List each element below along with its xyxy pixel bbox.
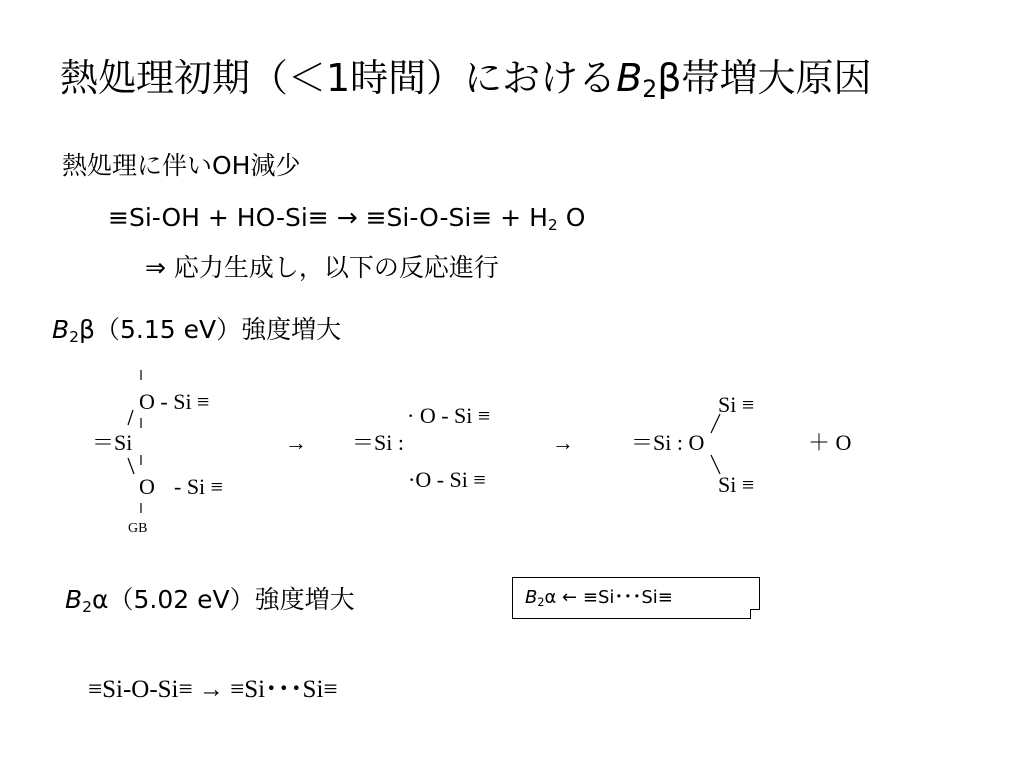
right-si-bottom: Si ≡ [718, 472, 755, 497]
alpha-heading [65, 582, 355, 618]
bond-line [128, 458, 134, 474]
alpha-sub: 2 [82, 597, 93, 616]
left-si: ＝Si [92, 430, 133, 455]
stress-line: ⇒ 応力生成し，以下の反応進行 [145, 253, 499, 282]
title-prefix: 熱処理初期（＜1時間）における [60, 56, 617, 100]
left-o-bottom: O [139, 474, 155, 499]
equation-sub: 2 [547, 215, 558, 234]
right-si-top: Si ≡ [718, 392, 755, 417]
alpha-b: B [65, 585, 83, 614]
beta-sub: 2 [69, 327, 80, 346]
left-si-bottom: - Si ≡ [174, 474, 224, 499]
plus-o: ＋ O [808, 430, 852, 455]
middle-o-top: · O - Si ≡ [407, 403, 491, 428]
gb-label: GB [128, 521, 148, 536]
note-box [512, 577, 760, 619]
bottom-equation: ≡Si-O-Si≡ → ≡Si･･･Si≡ [88, 676, 338, 703]
beta-b: B [52, 315, 70, 344]
equation-text: ≡Si-OH + HO-Si≡ → ≡Si-O-Si≡ + H [108, 203, 548, 232]
alpha-suffix: α（5.02 eV）強度増大 [92, 585, 355, 614]
title-sub: 2 [642, 74, 658, 103]
note-suffix: α ← ≡Si･･･Si≡ [544, 587, 673, 608]
title-b: B [616, 56, 643, 100]
note-b: B [525, 587, 538, 608]
bond-line [128, 410, 133, 425]
beta-suffix: β（5.15 eV）強度増大 [79, 315, 342, 344]
title-suffix: β帯増大原因 [657, 56, 872, 100]
reaction-arrow-1: → [285, 430, 307, 455]
oh-decrease-line: 熱処理に伴いOH減少 [62, 151, 301, 180]
middle-o-bottom: ·O - Si ≡ [408, 467, 486, 492]
right-center: ＝Si : O [631, 430, 705, 455]
left-o-top: O - Si ≡ [139, 389, 210, 414]
reaction-arrow-2: → [552, 430, 574, 455]
middle-si: ＝Si : [352, 430, 404, 455]
equation-tail: O [557, 203, 586, 232]
note-sub: 2 [537, 595, 545, 609]
note-fold-corner [750, 609, 760, 619]
